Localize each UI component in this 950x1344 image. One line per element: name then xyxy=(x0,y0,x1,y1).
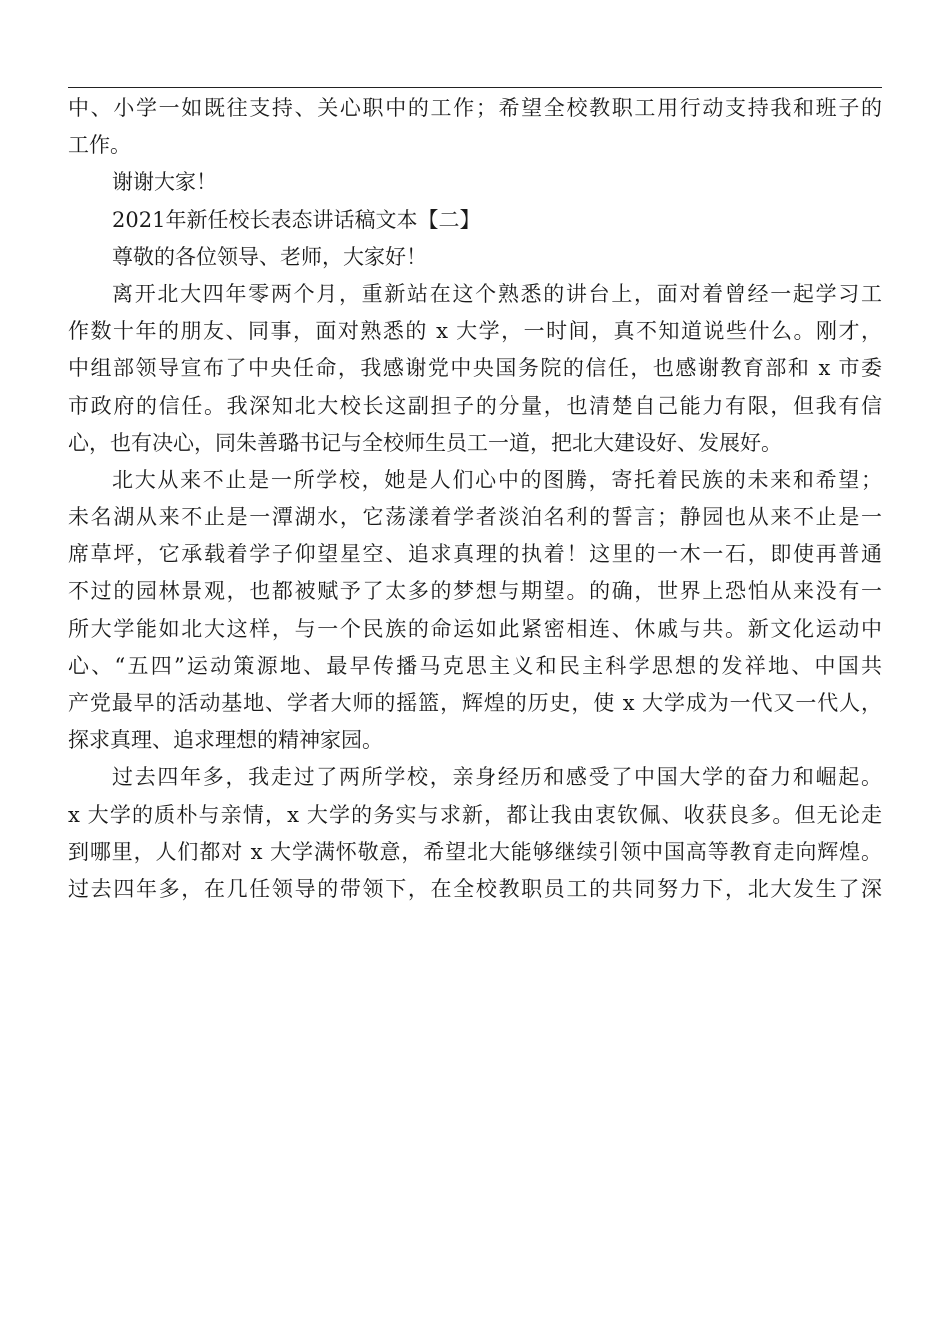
text-line: 过去四年多，在几任领导的带领下，在全校教职员工的共同努力下，北大发生了深 xyxy=(68,876,882,901)
text-line: 工作。 xyxy=(68,133,131,158)
text-line: 谢谢大家！ xyxy=(112,170,217,195)
text-line: 所大学能如北大这样，与一个民族的命运如此紧密相连、休戚与共。新文化运动中 xyxy=(68,616,882,641)
text-line: 未名湖从来不止是一潭湖水，它荡漾着学者淡泊名利的誓言；静园也从来不止是一 xyxy=(68,505,882,530)
paragraph-p-body-2 xyxy=(68,462,882,760)
paragraph-p-title xyxy=(68,202,882,239)
text-line: 作数十年的朋友、同事，面对熟悉的 x 大学，一时间，真不知道说些什么。刚才， xyxy=(68,319,882,344)
text-line: 心，也有决心，同朱善璐书记与全校师生员工一道，把北大建设好、发展好。 xyxy=(68,430,782,455)
text-line: 探求真理、追求理想的精神家园。 xyxy=(68,728,383,753)
text-line: 席草坪，它承载着学子仰望星空、追求真理的执着！这里的一木一石，即使再普通 xyxy=(68,542,882,567)
text-line: 心、“五四”运动策源地、最早传播马克思主义和民主科学思想的发祥地、中国共 xyxy=(68,653,882,678)
text-line: 尊敬的各位领导、老师，大家好！ xyxy=(112,244,427,269)
text-line: 不过的园林景观，也都被赋予了太多的梦想与期望。的确，世界上恐怕从来没有一 xyxy=(68,579,882,604)
paragraph-p-continued xyxy=(68,90,882,164)
text-line: 北大从来不止是一所学校，她是人们心中的图腾，寄托着民族的未来和希望； xyxy=(112,467,882,492)
text-line: 中组部领导宣布了中央任命，我感谢党中央国务院的信任，也感谢教育部和 x 市委 xyxy=(68,356,882,381)
text-line: 过去四年多，我走过了两所学校，亲身经历和感受了中国大学的奋力和崛起。 xyxy=(112,765,882,790)
text-line: 产党最早的活动基地、学者大师的摇篮，辉煌的历史，使 x 大学成为一代又一代人， xyxy=(68,691,882,715)
text-line: x 大学的质朴与亲情，x 大学的务实与求新，都让我由衷钦佩、收获良多。但无论走 xyxy=(68,802,882,827)
document-body xyxy=(68,90,882,908)
header-rule xyxy=(68,87,882,88)
text-line: 2021年新任校长表态讲话稿文本【二】 xyxy=(112,207,481,232)
text-line: 离开北大四年零两个月，重新站在这个熟悉的讲台上，面对着曾经一起学习工 xyxy=(112,281,882,306)
text-line: 市政府的信任。我深知北大校长这副担子的分量，也清楚自己能力有限，但我有信 xyxy=(68,393,882,418)
text-line: 到哪里，人们都对 x 大学满怀敬意，希望北大能够继续引领中国高等教育走向辉煌。 xyxy=(68,839,882,864)
paragraph-p-body-3 xyxy=(68,759,882,908)
paragraph-p-greeting xyxy=(68,239,882,276)
text-line: 中、小学一如既往支持、关心职中的工作；希望全校教职工用行动支持我和班子的 xyxy=(68,96,882,120)
paragraph-p-thanks xyxy=(68,164,882,201)
paragraph-p-body-1 xyxy=(68,276,882,462)
